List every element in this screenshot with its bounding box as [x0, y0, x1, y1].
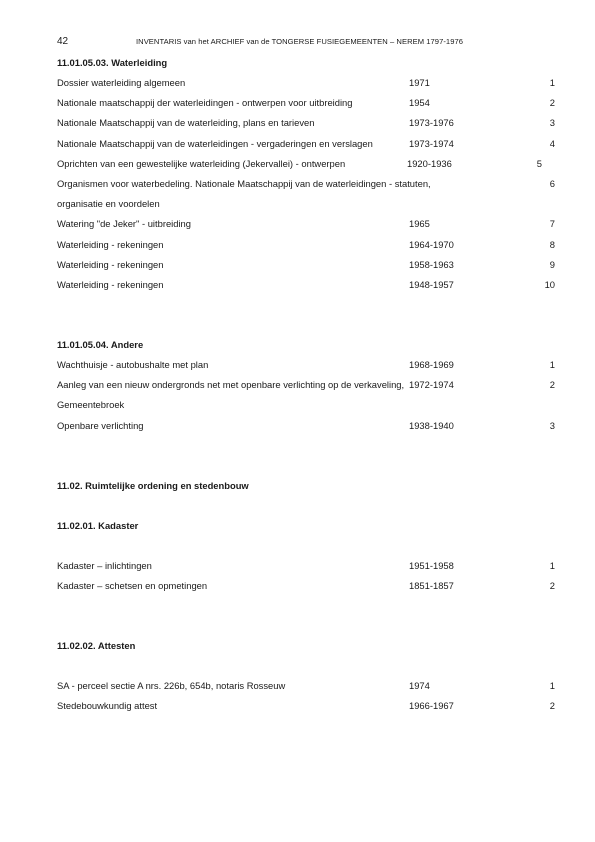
row-years: 1973-1974	[409, 137, 454, 149]
inventory-row	[57, 576, 557, 596]
row-description: SA - perceel sectie A nrs. 226b, 654b, notaris Rosseuw	[57, 680, 286, 692]
row-years: 1973-1976	[409, 117, 454, 129]
inventory-row	[57, 416, 557, 436]
row-description: Aanleg van een nieuw ondergronds net met openbare verlichting op de verkaveling, Gemeentebroek	[57, 379, 405, 411]
running-title: INVENTARIS van het ARCHIEF van de TONGERSE FUSIEGEMEENTEN – NEREM 1797-1976	[136, 37, 464, 46]
row-number: 1	[549, 559, 555, 571]
section-heading-ruimtelijke-ordening: 11.02. Ruimtelijke ordening en stedenbouw	[57, 479, 249, 491]
section-spacer	[57, 295, 557, 335]
row-description: Nationale Maatschappij van de waterleidingen - vergaderingen en verslagen	[57, 137, 373, 149]
row-years: 1938-1940	[409, 419, 454, 431]
inventory-row	[57, 355, 557, 375]
row-description: Oprichten van een gewestelijke waterleiding (Jekervallei) - ontwerpen	[57, 157, 346, 169]
inventory-content	[57, 53, 557, 717]
row-years: 1954	[409, 97, 430, 109]
inventory-row	[57, 275, 557, 295]
row-number: 4	[549, 137, 555, 149]
inventory-row	[57, 375, 557, 415]
row-description: Watering "de Jeker" - uitbreiding	[57, 218, 191, 230]
section-heading-waterleiding: 11.01.05.03. Waterleiding	[57, 57, 168, 68]
section-spacer	[57, 436, 557, 476]
row-number: 2	[549, 97, 555, 109]
row-number: 9	[549, 258, 555, 270]
row-description: Waterleiding - rekeningen	[57, 238, 164, 250]
row-number: 2	[549, 379, 555, 391]
row-number: 2	[549, 700, 555, 712]
row-years: 1971	[409, 77, 430, 88]
row-description: Wachthuisje - autobushalte met plan	[57, 359, 209, 371]
inventory-row	[57, 214, 557, 234]
inventory-row	[57, 93, 557, 113]
row-years: 1948-1957	[409, 278, 454, 290]
row-description: Nationale maatschappij der waterleidingen - ontwerpen voor uitbreiding	[57, 97, 353, 109]
inventory-row	[57, 556, 557, 576]
inventory-row	[57, 174, 557, 214]
inventory-row	[57, 255, 557, 275]
row-years: 1951-1958	[409, 559, 454, 571]
row-description: Waterleiding - rekeningen	[57, 278, 164, 290]
row-number: 1	[549, 359, 555, 371]
row-number: 7	[549, 218, 555, 230]
section-spacer	[57, 656, 557, 676]
inventory-row	[57, 696, 557, 716]
row-number: 2	[549, 580, 555, 592]
row-number: 10	[544, 278, 555, 290]
row-description: Nationale Maatschappij van de waterleiding, plans en tarieven	[57, 117, 315, 129]
inventory-row	[57, 113, 557, 133]
row-number: 5	[536, 157, 542, 169]
row-years: 1965	[409, 218, 430, 230]
row-number: 1	[549, 77, 555, 88]
inventory-row	[57, 134, 557, 154]
row-description: Waterleiding - rekeningen	[57, 258, 164, 270]
section-heading-attesten: 11.02.02. Attesten	[57, 640, 136, 652]
row-description: Dossier waterleiding algemeen	[57, 77, 186, 88]
row-years: 1964-1970	[409, 238, 454, 250]
row-description: Kadaster – schetsen en opmetingen	[57, 580, 208, 592]
row-description: Kadaster – inlichtingen	[57, 559, 152, 571]
row-description: Openbare verlichting	[57, 419, 144, 431]
page-header	[57, 36, 555, 48]
row-years: 1958-1963	[409, 258, 454, 270]
row-number: 8	[549, 238, 555, 250]
row-years: 1966-1967	[409, 700, 454, 712]
row-description: Stedebouwkundig attest	[57, 700, 158, 712]
row-years: 1974	[409, 680, 430, 692]
inventory-row	[57, 154, 557, 174]
section-spacer	[57, 536, 557, 556]
row-years: 1968-1969	[409, 359, 454, 371]
row-number: 6	[549, 177, 555, 189]
row-years: 1920-1936	[407, 157, 452, 169]
section-spacer	[57, 596, 557, 636]
row-number: 3	[549, 117, 555, 129]
row-number: 3	[549, 419, 555, 431]
inventory-row	[57, 73, 557, 93]
section-spacer	[57, 496, 557, 516]
row-years: 1972-1974	[409, 379, 454, 391]
page-number: 42	[57, 36, 69, 47]
section-heading-kadaster: 11.02.01. Kadaster	[57, 519, 139, 531]
inventory-row	[57, 676, 557, 696]
row-years: 1851-1857	[409, 580, 454, 592]
section-heading-andere: 11.01.05.04. Andere	[57, 339, 144, 351]
inventory-row	[57, 235, 557, 255]
row-number: 1	[549, 680, 555, 692]
row-description: Organismen voor waterbedeling. Nationale Maatschappij van de waterleidingen - statuten, organisatie en voordelen	[57, 177, 431, 210]
